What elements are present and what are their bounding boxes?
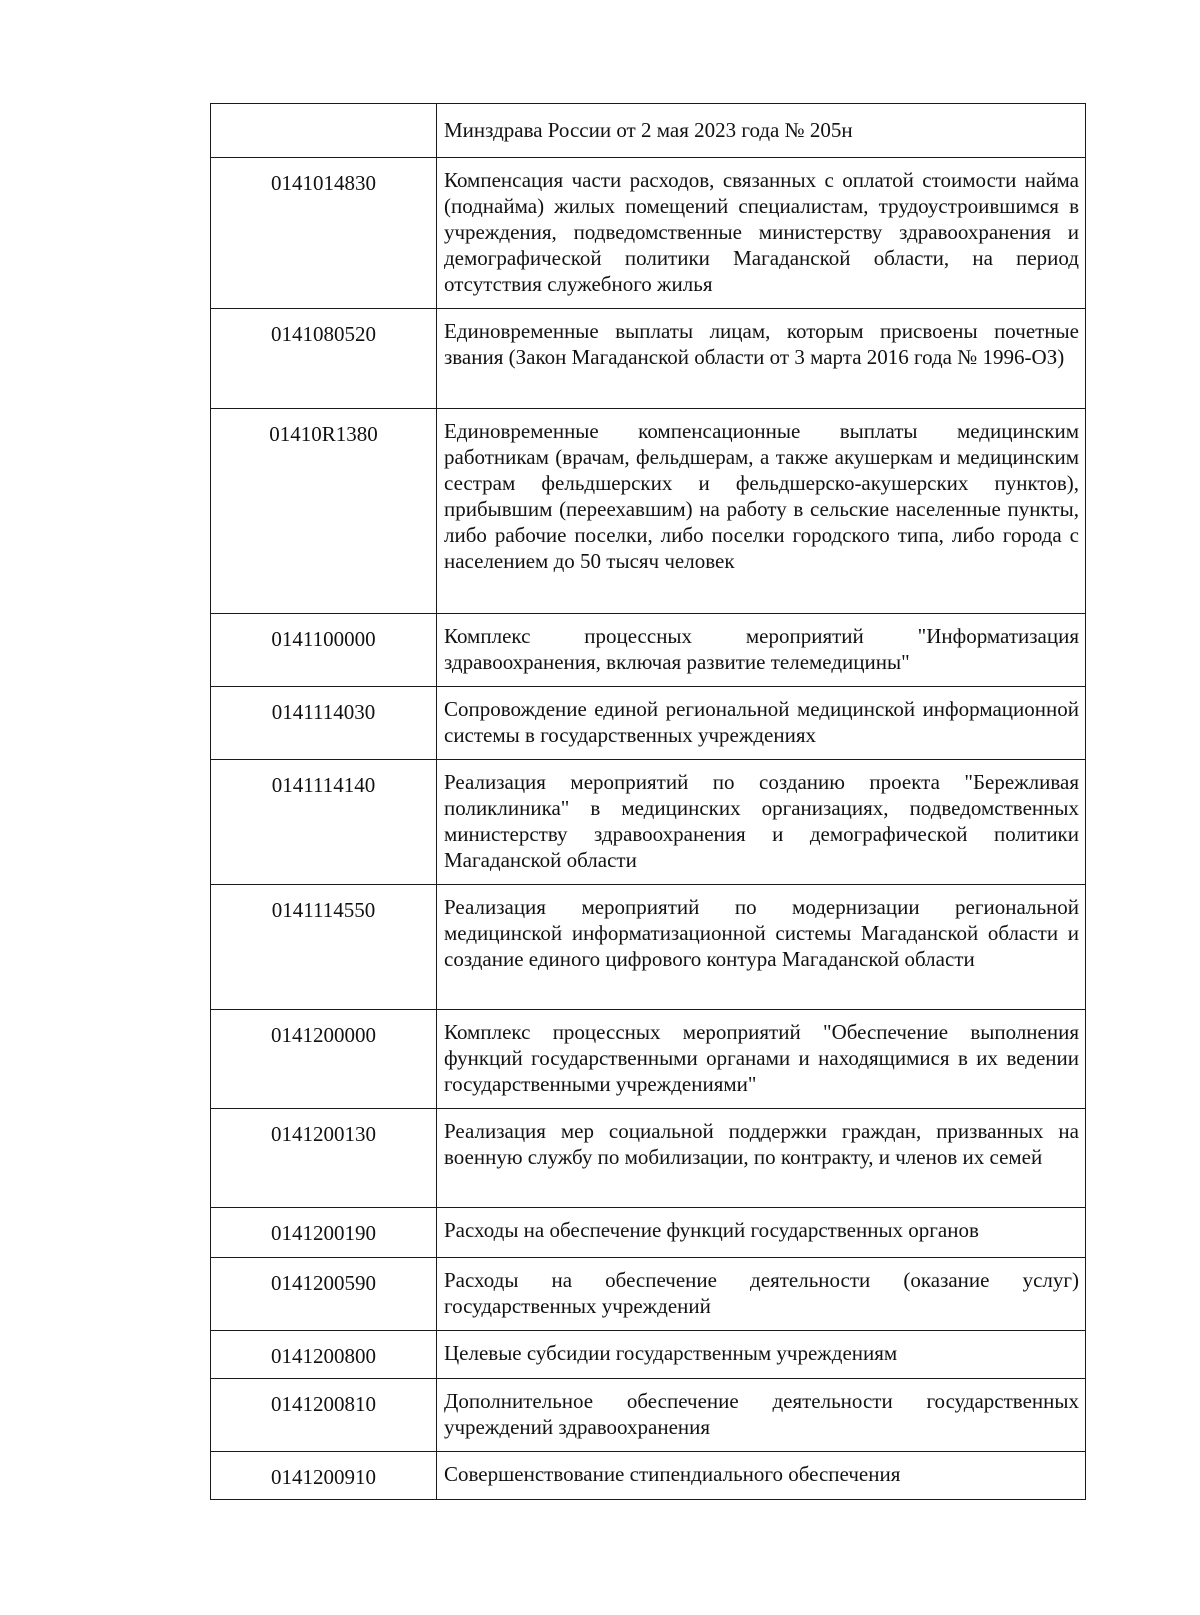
description-cell: Реализация мер социальной поддержки граждан, призванных на военную службу по мобилизации, по контракту, и членов их семей xyxy=(437,1109,1086,1208)
description-cell: Единовременные выплаты лицам, которым присвоены почетные звания (Закон Магаданской области от 3 марта 2016 года № 1996-ОЗ) xyxy=(437,309,1086,409)
code-cell: 0141014830 xyxy=(211,158,437,309)
description-cell: Сопровождение единой региональной медицинской информационной системы в государственных учреждениях xyxy=(437,687,1086,760)
code-cell: 0141114140 xyxy=(211,760,437,885)
table-row xyxy=(211,309,1086,409)
description-cell: Расходы на обеспечение функций государственных органов xyxy=(437,1208,1086,1258)
budget-codes-table xyxy=(210,103,1086,1500)
table-row xyxy=(211,885,1086,1010)
description-cell: Расходы на обеспечение деятельности (оказание услуг) государственных учреждений xyxy=(437,1258,1086,1331)
description-cell: Единовременные компенсационные выплаты медицинским работникам (врачам, фельдшерам, а также акушеркам и медицинским сестрам фельдшерских и фельдшерско-акушерских пунктов), прибывшим (переехавшим) на работу в сельские населенные пункты, либо рабочие поселки, либо поселки городского типа, либо города с населением до 50 тысяч человек xyxy=(437,409,1086,614)
code-cell: 0141200190 xyxy=(211,1208,437,1258)
table-row xyxy=(211,1208,1086,1258)
description-cell: Реализация мероприятий по модернизации региональной медицинской информатизационной системы Магаданской области и создание единого цифрового контура Магаданской области xyxy=(437,885,1086,1010)
table-row xyxy=(211,1331,1086,1379)
table-row xyxy=(211,687,1086,760)
code-cell: 0141200800 xyxy=(211,1331,437,1379)
code-cell: 0141100000 xyxy=(211,614,437,687)
description-cell: Компенсация части расходов, связанных с оплатой стоимости найма (поднайма) жилых помещений специалистам, трудоустроившимся в учреждения, подведомственные министерству здравоохранения и демографической политики Магаданской области, на период отсутствия служебного жилья xyxy=(437,158,1086,309)
table-row xyxy=(211,1452,1086,1500)
table-row xyxy=(211,1258,1086,1331)
description-cell: Комплекс процессных мероприятий "Обеспечение выполнения функций государственными органами и находящимися в их ведении государственными учреждениями" xyxy=(437,1010,1086,1109)
table-row xyxy=(211,409,1086,614)
code-cell: 0141114030 xyxy=(211,687,437,760)
table-row xyxy=(211,614,1086,687)
description-cell: Совершенствование стипендиального обеспечения xyxy=(437,1452,1086,1500)
description-cell: Реализация мероприятий по созданию проекта "Бережливая поликлиника" в медицинских организациях, подведомственных министерству здравоохранения и демографической политики Магаданской области xyxy=(437,760,1086,885)
code-cell: 0141200590 xyxy=(211,1258,437,1331)
table-row xyxy=(211,104,1086,158)
code-cell: 0141200130 xyxy=(211,1109,437,1208)
code-cell: 01410R1380 xyxy=(211,409,437,614)
table-row xyxy=(211,1109,1086,1208)
code-cell: 0141200910 xyxy=(211,1452,437,1500)
description-cell: Целевые субсидии государственным учреждениям xyxy=(437,1331,1086,1379)
code-cell: 0141080520 xyxy=(211,309,437,409)
description-cell: Дополнительное обеспечение деятельности государственных учреждений здравоохранения xyxy=(437,1379,1086,1452)
table-row xyxy=(211,158,1086,309)
code-cell: 0141200000 xyxy=(211,1010,437,1109)
code-cell xyxy=(211,104,437,158)
table-row xyxy=(211,1010,1086,1109)
description-cell: Минздрава России от 2 мая 2023 года № 205н xyxy=(437,104,1086,158)
table-row xyxy=(211,760,1086,885)
code-cell: 0141114550 xyxy=(211,885,437,1010)
code-cell: 0141200810 xyxy=(211,1379,437,1452)
table-row xyxy=(211,1379,1086,1452)
description-cell: Комплекс процессных мероприятий "Информатизация здравоохранения, включая развитие телемедицины" xyxy=(437,614,1086,687)
